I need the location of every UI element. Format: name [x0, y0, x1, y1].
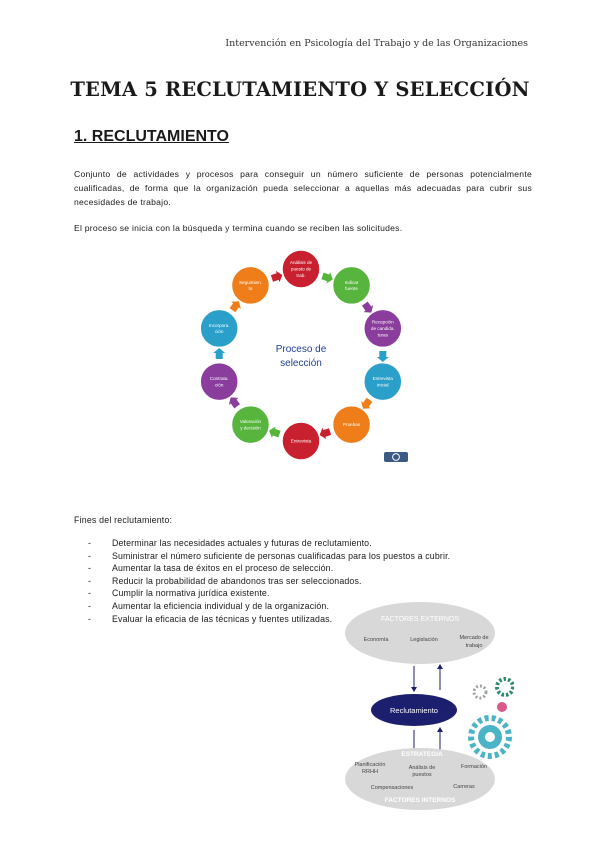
factor-planificacion-line2: RRHH: [362, 769, 378, 775]
cycle-step-label: Entrevista: [290, 438, 312, 444]
list-item: - Reducir la probabilidad de abandonos tras ser seleccionados.: [88, 575, 450, 588]
list-item: - Evaluar la eficacia de las técnicas y fuentes utilizadas.: [88, 613, 340, 626]
definition-paragraph: Conjunto de actividades y procesos para conseguir un número suficiente de personas potencialmente cualificadas, de forma que la organización pueda seleccionar a aquellas más adecuadas para cubrir sus necesidades de trabajo.: [74, 169, 532, 207]
cycle-step-label: Seguimien.: [238, 279, 262, 285]
selection-cycle-diagram: [188, 244, 414, 462]
page-title: TEMA 5 RECLUTAMIENTO Y SELECCIÓN: [70, 78, 530, 101]
factor-mercado-line1: Mercado de: [459, 635, 489, 641]
cycle-step-label: turas: [377, 332, 388, 338]
factor-analisis-line2: puestos: [412, 772, 432, 778]
cycle-step-label: Pruebas: [342, 422, 361, 428]
external-factors-title: FACTORES EXTERNOS: [380, 616, 460, 623]
arrow-up-internal-head: [437, 727, 443, 732]
cycle-nodes: [200, 250, 402, 460]
list-item: - Aumentar la tasa de éxitos en el proceso de selección.: [88, 562, 450, 575]
factor-economia: Economía: [363, 637, 389, 643]
list-item: - Cumplir la normativa jurídica existente.: [88, 587, 450, 600]
cycle-arrow-icon: [213, 348, 225, 359]
factor-planificacion-line1: Planificación: [354, 762, 386, 768]
cycle-center-line2: selección: [280, 358, 322, 369]
corner-logo-icon: [384, 452, 408, 462]
fines-label: Fines del reclutamiento:: [74, 515, 173, 525]
cycle-step-label: ción: [214, 329, 224, 335]
factor-carreras: Carreras: [453, 784, 475, 790]
list-item: - Determinar las necesidades actuales y futuras de reclutamiento.: [88, 537, 450, 550]
factors-svg: [342, 600, 514, 812]
factor-analisis-line1: Análisis de: [408, 765, 436, 771]
cycle-step-label: inicial: [377, 382, 389, 388]
cycle-step-label: Indicar: [344, 279, 359, 285]
cycle-step-label: Incorpora.: [208, 322, 230, 328]
list-item: - Aumentar la eficiencia individual y de la organización.: [88, 600, 340, 613]
cycle-step-label: de candida.: [370, 326, 395, 332]
factor-estrategia: ESTRATEGIA: [401, 751, 443, 758]
list-item: - Suministrar el número suficiente de personas cualificadas para los puestos a cubrir.: [88, 550, 450, 563]
cycle-step-label: Valoración: [239, 418, 262, 424]
cycle-step-label: Contrata.: [209, 375, 229, 381]
section-heading: 1. RECLUTAMIENTO: [74, 128, 229, 145]
cycle-center-line1: Proceso de: [275, 344, 327, 355]
factor-formacion: Formación: [461, 764, 487, 770]
scope-paragraph: El proceso se inicia con la búsqueda y termina cuando se reciben las solicitudes.: [74, 223, 403, 233]
cycle-step-label: to: [248, 286, 253, 292]
cycle-step-label: trab.: [296, 273, 306, 278]
factor-compensaciones: Compensaciones: [370, 785, 414, 791]
factor-mercado-line2: trabajo: [465, 643, 483, 649]
cycle-step-label: Análisis de: [289, 260, 313, 266]
cycle-step-label: Entrevista: [372, 375, 394, 381]
cycle-step-label: Recepción: [371, 319, 394, 325]
internal-factors-title: FACTORES INTERNOS: [384, 797, 456, 804]
arrow-down-left-head: [411, 687, 417, 692]
recruitment-factors-diagram: [342, 600, 514, 812]
recruitment-center-label: Reclutamiento: [390, 706, 438, 715]
selection-cycle-svg: [188, 244, 414, 462]
running-header: Intervención en Psicología del Trabajo y de las Organizaciones: [225, 38, 528, 49]
factor-legislacion: Legislación: [410, 637, 438, 643]
cycle-step-label: y decisión: [240, 425, 261, 431]
cycle-step-label: ción: [214, 382, 224, 388]
gears-icon: [471, 679, 513, 756]
arrow-up-right-head: [437, 664, 443, 669]
cycle-arrow-icon: [377, 351, 389, 362]
external-factors-oval: [345, 602, 495, 664]
cycle-step-label: fuente: [345, 286, 358, 292]
cycle-step-label: puesto de: [290, 266, 312, 272]
